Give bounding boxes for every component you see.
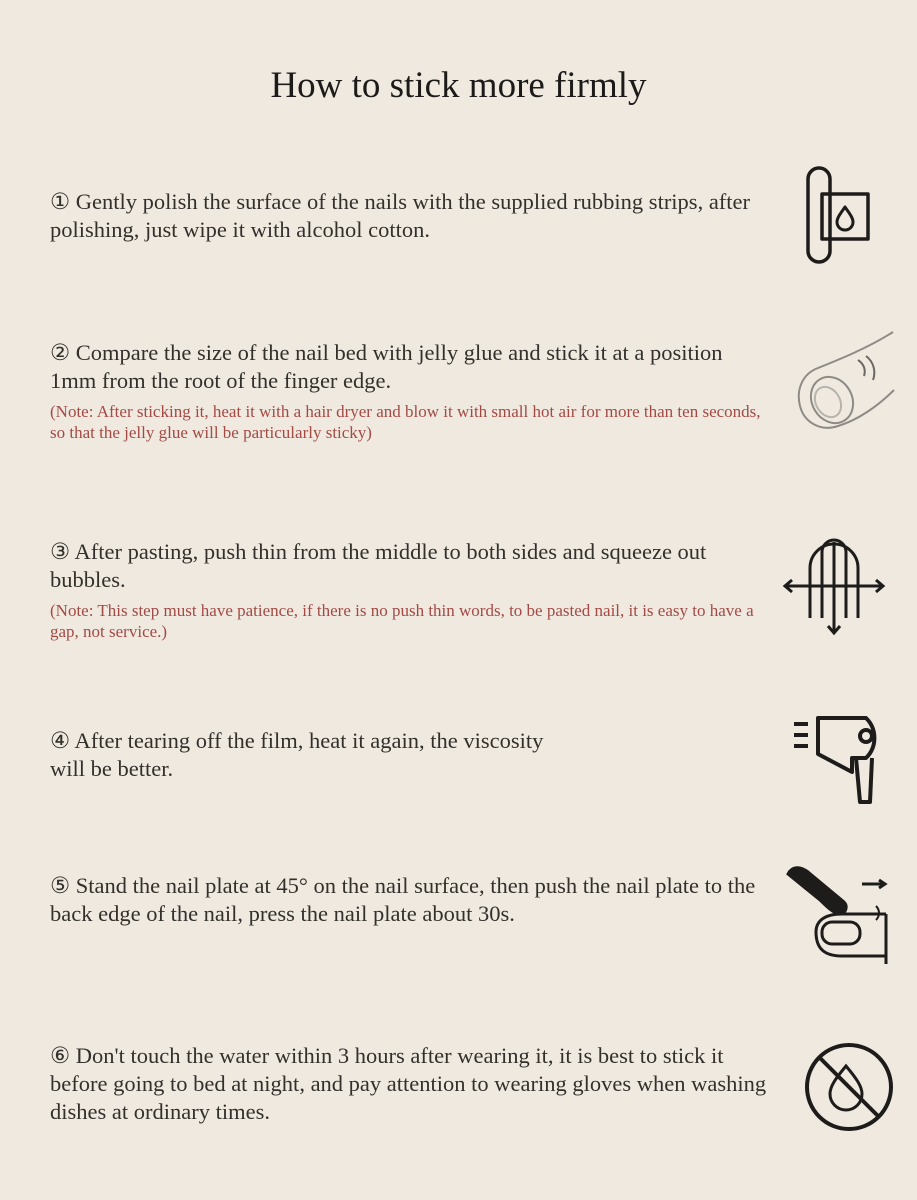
step-5-text: ⑤ Stand the nail plate at 45° on the nail surface, then push the nail plate to the back edge of the nail, press the nail plate about 30s. <box>50 873 756 926</box>
polishing-strip-icon <box>800 164 880 264</box>
step-2-note: (Note: After sticking it, heat it with a hair dryer and blow it with small hot air for more than ten seconds, so that the jelly glue will be particularly sticky) <box>50 402 761 442</box>
step-3-note: (Note: This step must have patience, if there is no push thin words, to be pasted nail, it is easy to have a gap, not service.) <box>50 601 754 641</box>
finger-nail-icon <box>788 330 898 440</box>
no-water-icon <box>802 1040 896 1134</box>
step-3 <box>50 538 770 642</box>
step-4-text: ④ After tearing off the film, heat it again, the viscosity will be better. <box>50 728 544 781</box>
hair-dryer-icon <box>790 710 900 814</box>
step-2 <box>50 339 770 443</box>
push-nail-icon <box>782 528 886 638</box>
step-2-text: ② Compare the size of the nail bed with jelly glue and stick it at a position 1mm from the root of the finger edge. <box>50 340 723 393</box>
press-nail-icon <box>786 864 894 970</box>
step-1 <box>50 188 770 244</box>
step-4 <box>50 727 770 783</box>
page-title: How to stick more firmly <box>270 65 647 106</box>
step-1-text: ① Gently polish the surface of the nails with the supplied rubbing strips, after polishing, just wipe it with alcohol cotton. <box>50 189 751 242</box>
step-6-text: ⑥ Don't touch the water within 3 hours after wearing it, it is best to stick it before going to bed at night, and pay attention to wearing gloves when washing dishes at ordinary times. <box>50 1043 767 1124</box>
step-5 <box>50 872 770 928</box>
step-3-text: ③ After pasting, push thin from the middle to both sides and squeeze out bubbles. <box>50 539 707 592</box>
step-6 <box>50 1042 770 1126</box>
